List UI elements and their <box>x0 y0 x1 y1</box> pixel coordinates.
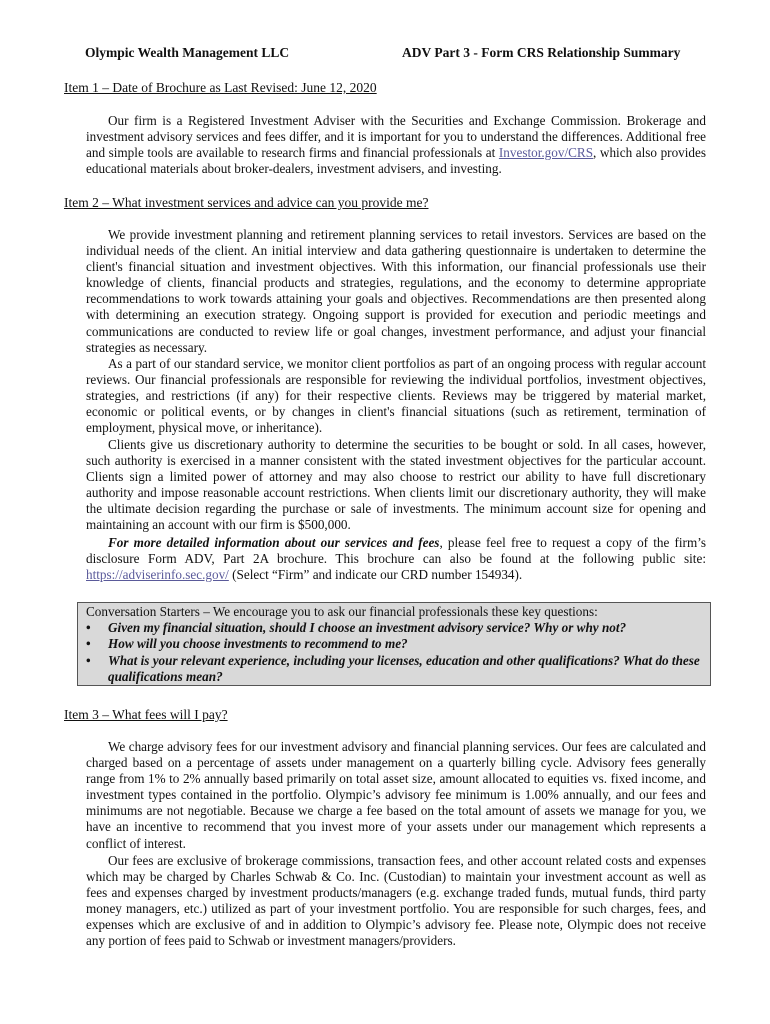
list-item <box>86 653 702 685</box>
crd-text: (Select “Firm” and indicate our CRD number 154934). <box>228 567 523 583</box>
item1-heading: Item 1 – Date of Brochure as Last Revised: June 12, 2020 <box>64 80 377 95</box>
bullet-icon: • <box>86 636 91 652</box>
item1-text: Our firm is a Registered Investment Adviser with the Securities and Exchange Commission. Brokerage and investment advisory services and fees differ, and it is important for you to understand the differences. Additional free and simple tools are available to research firms and financial professionals at <box>86 113 706 161</box>
item3-heading: Item 3 – What fees will I pay? <box>64 707 228 722</box>
conversation-starters-box <box>77 602 711 686</box>
list-item <box>86 636 702 652</box>
form-title: ADV Part 3 - Form CRS Relationship Summary <box>402 45 681 60</box>
firm-name: Olympic Wealth Management LLC <box>85 45 290 60</box>
item2-heading: Item 2 – What investment services and advice can you provide me? <box>64 195 429 210</box>
question-list <box>86 620 702 685</box>
adviserinfo-link[interactable]: https://adviserinfo.sec.gov/ <box>86 567 229 583</box>
question-text: Given my financial situation, should I choose an investment advisory service? Why or why not? <box>108 620 627 636</box>
item2-paragraph-4 <box>86 535 706 583</box>
item2-paragraph-3: Clients give us discretionary authority to determine the securities to be bought or sold. In all cases, however, such authority is exercised in a manner consistent with the stated investment objectives for the particular account. Clients sign a limited power of attorney and may also choose to restrict our ability to have full discretionary authority and impose reasonable account restrictions. When clients limit our discretionary authority, they will make the ultimate decision regarding the purchase or sale of investments. The minimum account size for opening and maintaining an account with our firm is $500,000. <box>86 437 706 533</box>
list-item <box>86 620 702 636</box>
more-info-bold: For more detailed information about our services and fees <box>108 535 440 550</box>
item3-paragraph-1: We charge advisory fees for our investment advisory and financial planning services. Our fees are calculated and charged based on a percentage of assets under management on a quarterly billing cycle. Advisory fees generally range from 1% to 2% annually based primarily on total asset size, amount allocated to equities vs. fixed income, and investment types contained in the portfolio. Olympic’s advisory fee minimum is 1.00% annually, and our fees and minimums are not negotiable. Because we charge a fee based on the total amount of assets we manage for you, we have an incentive to recommend that you invest more of your assets under our management which represents a conflict of interest. <box>86 739 706 851</box>
question-text: What is your relevant experience, including your licenses, education and other qualifications? What do these qualifications mean? <box>108 652 700 684</box>
conversation-starters-intro: Conversation Starters – We encourage you to ask our financial professionals these key questions: <box>86 604 598 619</box>
investor-gov-link[interactable]: Investor.gov/CRS <box>498 145 594 161</box>
item2-paragraph-1: We provide investment planning and retirement planning services to retail investors. Services are based on the individual needs of the client. An initial interview and data gathering questionnaire is undertaken to determine the client's financial situation and investment objectives. With this information, our financial professionals use their knowledge of clients, financial products and strategies, regulations, and the economy to determine appropriate recommendations to work towards attaining your goals and objectives. Recommendations are then presented along with determining an execution strategy. Ongoing support is provided for execution and periodic meetings and communications are conducted to review life or goal changes, investment performance, and adjust your financial strategies as necessary. <box>86 227 706 355</box>
item2-paragraph-2: As a part of our standard service, we monitor client portfolios as part of an ongoing process with regular account reviews. Our financial professionals are responsible for reviewing the individual portfolios, investment objectives, strategies, and restrictions (if any) for their respective clients. Reviews may be triggered by material market, economic or political events, or by changes in client's financial situations (such as retirement, termination of employment, physical move, or inheritance). <box>86 356 706 436</box>
more-info-text: , please feel free to request a copy of the firm’s disclosure Form ADV, Part 2A brochure. This brochure can also be found at the following public site: <box>86 535 706 567</box>
item1-text-end: , which also provides educational materials about broker-dealers, investment advisers, and investing. <box>86 145 706 177</box>
question-text: How will you choose investments to recommend to me? <box>108 636 408 652</box>
item3-paragraph-2: Our fees are exclusive of brokerage commissions, transaction fees, and other account related costs and expenses which may be charged by Charles Schwab & Co. Inc. (Custodian) to maintain your investment account as well as fees and expenses charged by investment products/managers (e.g. exchange traded funds, mutual funds, third party money managers, etc.) utilized as part of your investment portfolio. You are responsible for such charges, fees, and expenses which are exclusive of and in addition to Olympic’s advisory fee. Please note, Olympic does not receive any portion of fees paid to Schwab or investment managers/providers. <box>86 853 706 949</box>
bullet-icon: • <box>86 620 91 636</box>
item1-paragraph <box>86 113 706 177</box>
bullet-icon: • <box>86 652 91 668</box>
